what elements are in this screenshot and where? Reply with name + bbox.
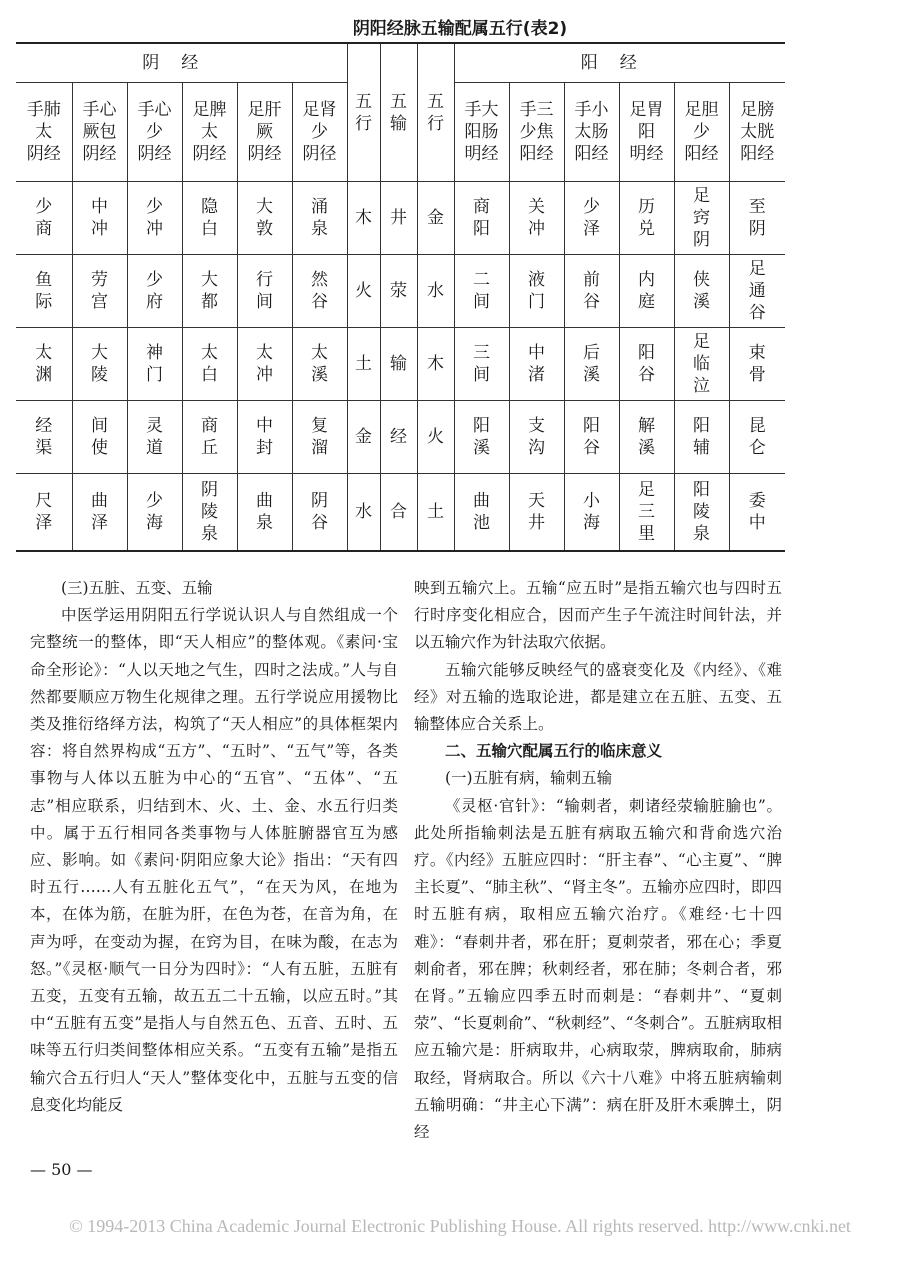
element-cell: 火	[417, 401, 454, 474]
yang-point-cell: 中 渚	[509, 328, 564, 401]
table-row	[16, 474, 785, 552]
right-text-column	[414, 575, 782, 1146]
yang-meridian-header: 手小 太肠 阳经	[564, 83, 619, 182]
yang-point-cell: 液 门	[509, 255, 564, 328]
page-number: — 50 —	[30, 1160, 93, 1179]
table-group-row	[16, 43, 785, 83]
table-row	[16, 255, 785, 328]
yin-point-cell: 劳 宫	[72, 255, 127, 328]
yang-point-cell: 小 海	[564, 474, 619, 552]
yang-group-label: 阳经	[454, 43, 785, 83]
yang-point-cell: 少 泽	[564, 182, 619, 255]
yin-point-cell: 灵 道	[127, 401, 182, 474]
yang-point-cell: 侠 溪	[674, 255, 729, 328]
yin-point-cell: 阴 陵 泉	[182, 474, 237, 552]
yin-point-cell: 尺 泽	[16, 474, 72, 552]
yang-point-cell: 内 庭	[619, 255, 674, 328]
yin-point-cell: 商 丘	[182, 401, 237, 474]
yin-point-cell: 大 敦	[237, 182, 292, 255]
yin-point-cell: 太 渊	[16, 328, 72, 401]
yin-meridian-header: 手心 厥包 阴经	[72, 83, 127, 182]
element-cell: 木	[417, 328, 454, 401]
yang-point-cell: 阳 陵 泉	[674, 474, 729, 552]
element-cell: 金	[347, 401, 380, 474]
yin-point-cell: 大 陵	[72, 328, 127, 401]
element-cell: 井	[380, 182, 417, 255]
paragraph: 《灵枢·官针》：“输刺者，刺诸经荥输脏腧也”。此处所指输刺法是五脏有病取五输穴和背俞选穴治疗。《内经》五脏应四时：“肝主春”、“心主夏”、“脾主长夏”、“肺主秋”、“肾主冬”。五输亦应四时，即四时五脏有病，取相应五输穴治疗。《难经·七十四难》：“春刺井者，邪在肝；夏刺荥者，邪在心；季夏刺俞者，邪在脾；秋刺经者，邪在肺；冬刺合者，邪在肾。”五输应四季五时而刺是：“春刺井”、“夏刺荥”、“长夏刺俞”、“秋刺经”、“冬刺合”。五脏病取相应五输穴是：肝病取井，心病取荥，脾病取俞，肺病取经，肾病取合。所以《六十八难》中将五脏病输刺五输明确：“井主心下满”：病在肝及肝木乘脾土，阴经	[414, 796, 782, 1142]
yin-point-cell: 太 冲	[237, 328, 292, 401]
element-cell: 输	[380, 328, 417, 401]
subsection-heading: (三)五脏、五变、五输	[61, 579, 213, 597]
yang-point-cell: 足 通 谷	[729, 255, 785, 328]
section-heading: 二、五输穴配属五行的临床意义	[445, 742, 663, 761]
yang-point-cell: 阳 溪	[454, 401, 509, 474]
yin-point-cell: 太 白	[182, 328, 237, 401]
table-row	[16, 401, 785, 474]
yang-point-cell: 商 阳	[454, 182, 509, 255]
element-cell: 土	[347, 328, 380, 401]
yang-point-cell: 后 溪	[564, 328, 619, 401]
yin-point-cell: 大 都	[182, 255, 237, 328]
yin-point-cell: 阴 谷	[292, 474, 347, 552]
yin-point-cell: 行 间	[237, 255, 292, 328]
yang-point-cell: 支 沟	[509, 401, 564, 474]
yin-point-cell: 隐 白	[182, 182, 237, 255]
yang-point-cell: 前 谷	[564, 255, 619, 328]
five-shu-table	[16, 42, 785, 552]
element-cell: 火	[347, 255, 380, 328]
yang-point-cell: 足 临 泣	[674, 328, 729, 401]
paragraph: 中医学运用阴阳五行学说认识人与自然组成一个完整统一的整体，即“天人相应”的整体观。《素问·宝命全形论》：“人以天地之气生，四时之法成。”人与自然都要顺应万物生化规律之理。五行学说应用援物比类及推衍络绎方法，构筑了“天人相应”的具体框架内容：将自然界构成“五方”、“五时”、“五气”等，各类事物与人体以五脏为中心的“五官”、“五体”、“五志”相应联系，归结到木、火、土、金、水五行归类中。属于五行相同各类事物与人体脏腑器官互为感应、影响。如《素问·阴阳应象大论》指出：“天有四时五行……人有五脏化五气”，“在天为风，在地为本，在体为筋，在脏为肝，在色为苍，在音为角，在声为呼，在变动为握，在窍为目，在味为酸，在志为怒。”《灵枢·顺气一日分为四时》：“人有五脏，五脏有五变，五变有五输，故五五二十五输，以应五时。”其中“五脏有五变”是指人与自然五色、五音、五时、五味等五行归类间整体相应关系。“五变有五输”是指五输穴合五行归人“天人”整体变化中，五脏与五变的信息变化均能反	[30, 606, 398, 1114]
yang-meridian-header: 足胆 少 阳经	[674, 83, 729, 182]
yin-meridian-header: 手肺 太 阴经	[16, 83, 72, 182]
yin-point-cell: 经 渠	[16, 401, 72, 474]
yang-point-cell: 委 中	[729, 474, 785, 552]
mid-header-cell: 五 行	[347, 43, 380, 182]
yang-point-cell: 阳 谷	[619, 328, 674, 401]
yin-point-cell: 神 门	[127, 328, 182, 401]
yin-point-cell: 涌 泉	[292, 182, 347, 255]
yin-meridian-header: 足脾 太 阴经	[182, 83, 237, 182]
element-cell: 经	[380, 401, 417, 474]
yang-meridian-header: 足胃 阳 明经	[619, 83, 674, 182]
table-row	[16, 182, 785, 255]
left-text-column	[30, 575, 398, 1119]
yin-point-cell: 曲 泽	[72, 474, 127, 552]
yin-point-cell: 曲 泉	[237, 474, 292, 552]
element-cell: 木	[347, 182, 380, 255]
yin-point-cell: 少 商	[16, 182, 72, 255]
table-row	[16, 328, 785, 401]
yang-point-cell: 关 冲	[509, 182, 564, 255]
yang-point-cell: 束 骨	[729, 328, 785, 401]
yang-point-cell: 解 溪	[619, 401, 674, 474]
yang-point-cell: 足 三 里	[619, 474, 674, 552]
mid-header-cell: 五 行	[417, 43, 454, 182]
yin-meridian-header: 手心 少 阴经	[127, 83, 182, 182]
table-title: 阴阳经脉五输配属五行(表2)	[352, 19, 568, 39]
yang-meridian-header: 足膀 太胱 阳经	[729, 83, 785, 182]
yang-meridian-header: 手三 少焦 阳经	[509, 83, 564, 182]
yang-point-cell: 阳 谷	[564, 401, 619, 474]
yin-point-cell: 中 封	[237, 401, 292, 474]
yang-point-cell: 至 阴	[729, 182, 785, 255]
yang-point-cell: 三 间	[454, 328, 509, 401]
mid-header-cell: 五 输	[380, 43, 417, 182]
paragraph: 五输穴能够反映经气的盛衰变化及《内经》、《难经》对五输的选取论进，都是建立在五脏、五变、五输整体应合关系上。	[414, 660, 782, 734]
yang-point-cell: 历 兑	[619, 182, 674, 255]
subsection-heading: (一)五脏有病，输刺五输	[445, 769, 613, 788]
yin-meridian-header: 足肾 少 阴径	[292, 83, 347, 182]
yin-point-cell: 复 溜	[292, 401, 347, 474]
yang-point-cell: 足 窍 阴	[674, 182, 729, 255]
yin-group-label: 阴经	[16, 43, 347, 83]
yin-point-cell: 鱼 际	[16, 255, 72, 328]
element-cell: 水	[417, 255, 454, 328]
yin-point-cell: 少 海	[127, 474, 182, 552]
element-cell: 土	[417, 474, 454, 552]
yin-point-cell: 少 府	[127, 255, 182, 328]
yang-point-cell: 昆 仑	[729, 401, 785, 474]
yin-point-cell: 太 溪	[292, 328, 347, 401]
yang-point-cell: 曲 池	[454, 474, 509, 552]
element-cell: 合	[380, 474, 417, 552]
element-cell: 水	[347, 474, 380, 552]
yang-point-cell: 阳 辅	[674, 401, 729, 474]
yang-point-cell: 二 间	[454, 255, 509, 328]
yin-point-cell: 少 冲	[127, 182, 182, 255]
yin-point-cell: 间 使	[72, 401, 127, 474]
yin-meridian-header: 足肝 厥 阴经	[237, 83, 292, 182]
copyright-footer: © 1994-2013 China Academic Journal Electronic Publishing House. All rights reserved. http://www.cnki.net	[69, 1216, 851, 1236]
element-cell: 荥	[380, 255, 417, 328]
yang-point-cell: 天 井	[509, 474, 564, 552]
yang-meridian-header: 手大 阳肠 明经	[454, 83, 509, 182]
element-cell: 金	[417, 182, 454, 255]
yin-point-cell: 中 冲	[72, 182, 127, 255]
paragraph: 映到五输穴上。五输“应五时”是指五输穴也与四时五行时序变化相应合，因而产生子午流注时间针法，并以五输穴作为针法取穴依据。	[414, 579, 782, 652]
yin-point-cell: 然 谷	[292, 255, 347, 328]
